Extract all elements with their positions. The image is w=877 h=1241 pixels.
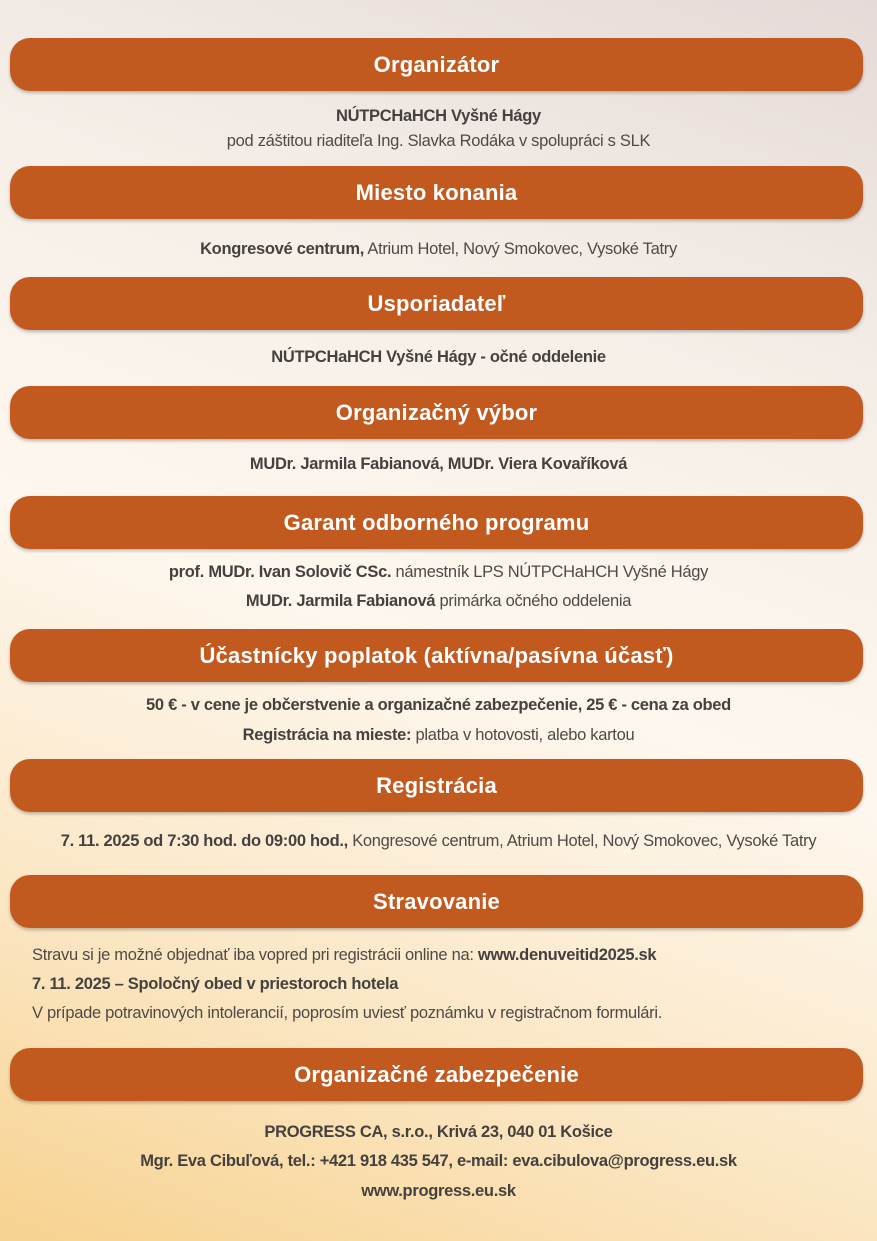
section-header-organizer: Organizátor [10, 38, 863, 91]
venue-text [0, 239, 877, 259]
logistics-email-link[interactable]: eva.cibulova@progress.eu.sk [512, 1152, 737, 1170]
catering-line-1-text: Stravu si je možné objednať iba vopred pri registrácii online na: [32, 946, 478, 964]
guarantor-person-2-role: primárka očného oddelenia [435, 592, 632, 610]
catering-link[interactable]: www.denuveitid2025.sk [477, 946, 657, 964]
logistics-company: PROGRESS CA, s.r.o., Krivá 23, 040 01 Košice [264, 1123, 613, 1141]
fee-onsite [0, 725, 877, 745]
catering-line-2: 7. 11. 2025 – Spoločný obed v priestoroch hotela [32, 975, 399, 993]
section-header-logistics: Organizačné zabezpečenie [10, 1048, 863, 1101]
fee-onsite-label: Registrácia na mieste: [242, 726, 412, 744]
fee-price: 50 € - v cene je občerstvenie a organizačné zabezpečenie, 25 € - cena za obed [146, 696, 731, 714]
guarantor-person-1 [0, 562, 877, 582]
organizer-patronage: pod záštitou riaditeľa Ing. Slavka Rodáka v spolupráci s SLK [226, 132, 651, 150]
guarantor-person-2-name: MUDr. Jarmila Fabianová [245, 592, 436, 610]
section-header-guarantor: Garant odborného programu [10, 496, 863, 549]
logistics-website-link[interactable]: www.progress.eu.sk [361, 1182, 516, 1200]
registration-time-bold: 7. 11. 2025 od 7:30 hod. do 09:00 hod., [60, 832, 348, 850]
guarantor-person-1-name: prof. MUDr. Ivan Solovič CSc. [168, 563, 392, 581]
section-header-catering: Stravovanie [10, 875, 863, 928]
guarantor-person-2 [0, 591, 877, 611]
section-header-fee: Účastnícky poplatok (aktívna/pasívna účasť) [10, 629, 863, 682]
logistics-contact-label: Mgr. Eva Cibuľová, tel.: +421 918 435 547, e-mail: [140, 1152, 513, 1170]
registration-place: Kongresové centrum, Atrium Hotel, Nový Smokovec, Vysoké Tatry [347, 832, 817, 850]
registration-time [0, 831, 877, 851]
section-header-promoter: Usporiadateľ [10, 277, 863, 330]
logistics-contact [0, 1151, 877, 1171]
section-header-venue: Miesto konania [10, 166, 863, 219]
catering-line-1 [32, 945, 656, 965]
organizer-name: NÚTPCHaHCH Vyšné Hágy [336, 107, 541, 125]
catering-line-3: V prípade potravinových intolerancií, poprosím uviesť poznámku v registračnom formulári. [32, 1004, 662, 1022]
section-header-committee: Organizačný výbor [10, 386, 863, 439]
fee-onsite-text: platba v hotovosti, alebo kartou [411, 726, 635, 744]
venue-place-bold: Kongresové centrum, [200, 240, 364, 258]
guarantor-person-1-role: námestník LPS NÚTPCHaHCH Vyšné Hágy [391, 563, 709, 581]
section-header-registration: Registrácia [10, 759, 863, 812]
promoter-name: NÚTPCHaHCH Vyšné Hágy - očné oddelenie [271, 348, 606, 366]
venue-place-rest: Atrium Hotel, Nový Smokovec, Vysoké Tatry [364, 240, 677, 258]
committee-members: MUDr. Jarmila Fabianová, MUDr. Viera Kovaříková [249, 455, 628, 473]
